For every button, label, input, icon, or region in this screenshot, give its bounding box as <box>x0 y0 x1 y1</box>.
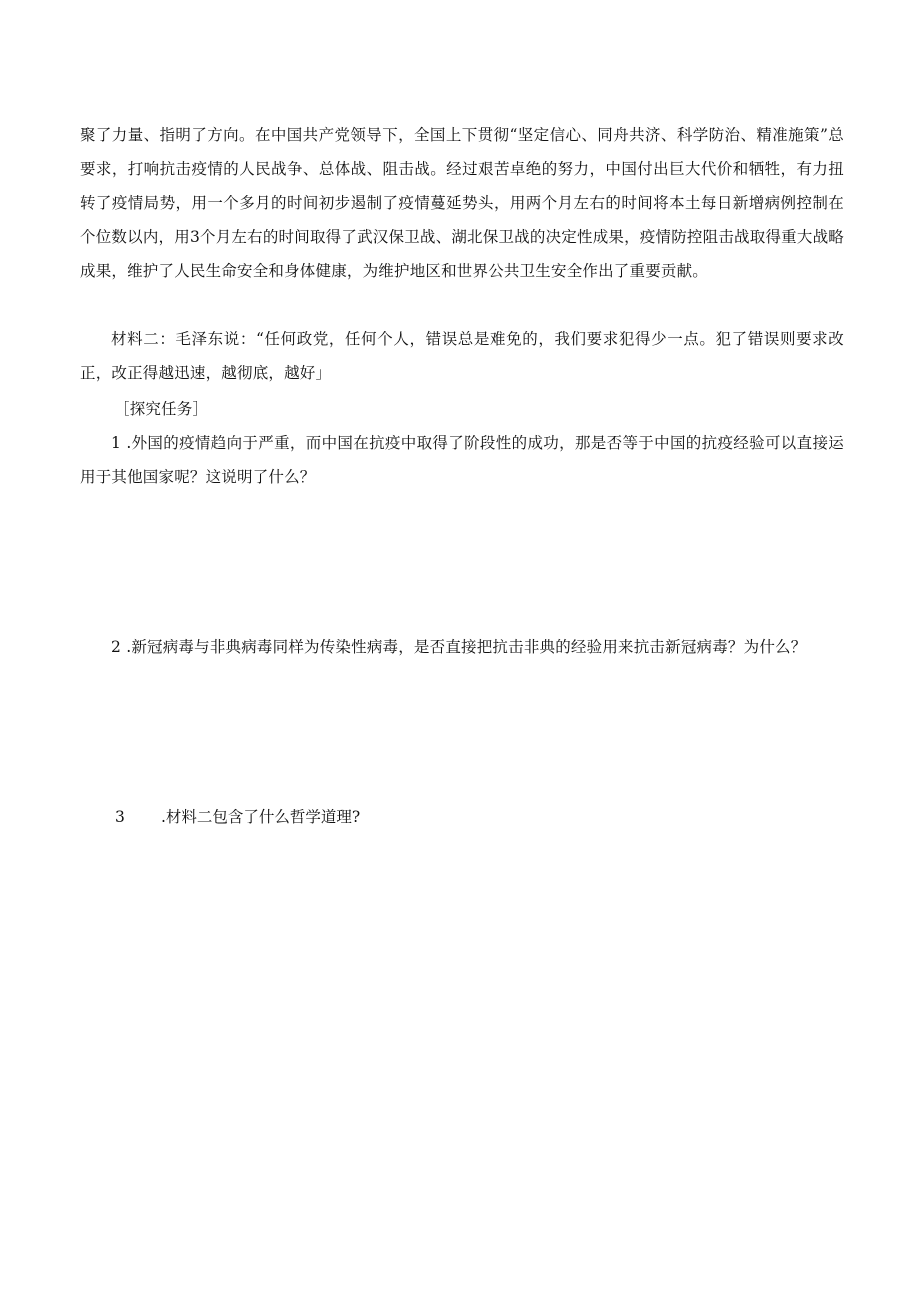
task-heading: ［探究任务］ <box>114 400 209 418</box>
question-3-number: 3 <box>115 808 125 826</box>
material2-paragraph: 材料二：毛泽东说：“任何政党，任何个人，错误总是难免的，我们要求犯得少一点。犯了错误则要求改正，改正得越迅速，越彻底，越好」 <box>80 330 844 382</box>
material1-paragraph: 聚了力量、指明了方向。在中国共产党领导下，全国上下贯彻“坚定信心、同舟共济、科学防治、精准施策”总要求，打响抗击疫情的人民战争、总体战、阻击战。经过艰苦卓绝的努力，中国付出巨大代价和牺牲，有力扭转了疫情局势，用一个多月的时间初步遏制了疫情蔓延势头，用两个月左右的时间将本土每日新增病例控制在个位数以内，用3个月左右的时间取得了武汉保卫战、湖北保卫战的决定性成果，疫情防控阻击战取得重大战略成果，维护了人民生命安全和身体健康，为维护地区和世界公共卫生安全作出了重要贡献。 <box>80 126 844 280</box>
question-2: 2 .新冠病毒与非典病毒同样为传染性病毒，是否直接把抗击非典的经验用来抗击新冠病毒？为什么？ <box>111 638 807 656</box>
question-3-text: .材料二包含了什么哲学道理? <box>161 808 361 826</box>
question-1: 1 .外国的疫情趋向于严重，而中国在抗疫中取得了阶段性的成功，那是否等于中国的抗疫经验可以直接运用于其他国家呢？这说明了什么？ <box>80 434 844 486</box>
question-3 <box>115 800 360 834</box>
